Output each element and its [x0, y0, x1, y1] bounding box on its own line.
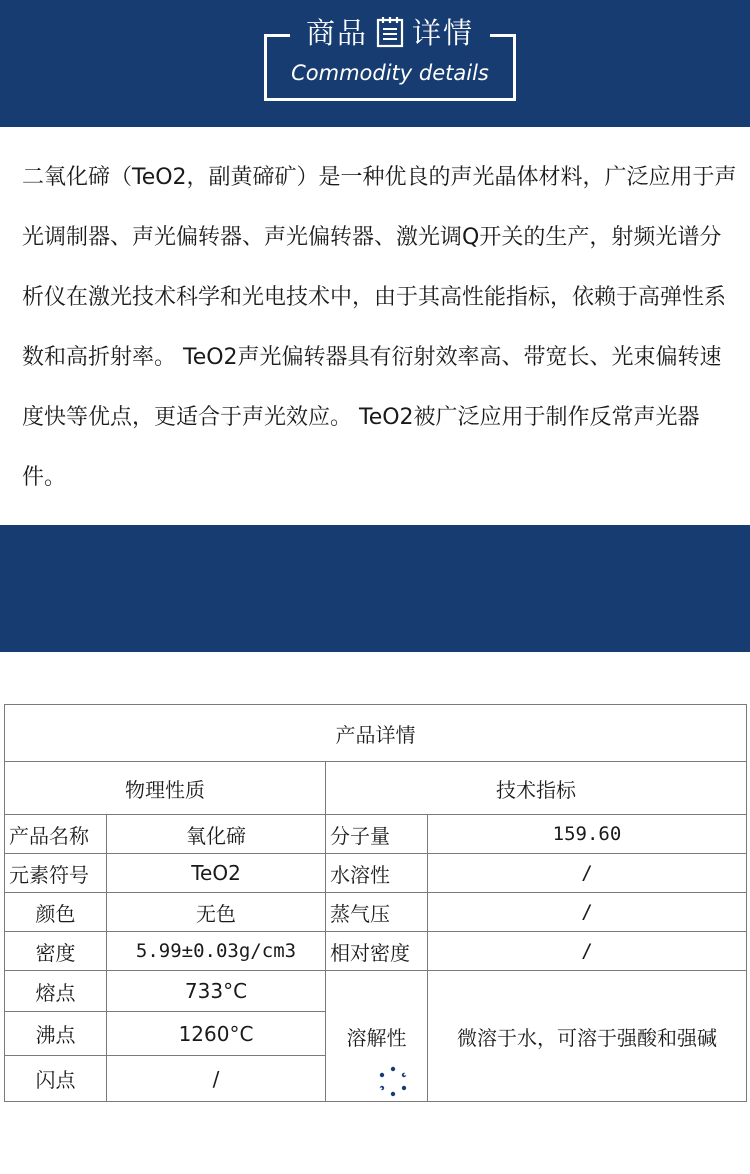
- commodity-details-subtitle: Commodity details: [291, 61, 489, 85]
- property-value: 氧化碲: [107, 815, 326, 854]
- solubility-value: 微溶于水，可溶于强酸和强碱: [428, 971, 747, 1102]
- commodity-details-banner: [0, 0, 750, 127]
- chemical-composition-subtitle: Chemical composition: [276, 1111, 510, 1135]
- property-value: /: [107, 1056, 326, 1102]
- indicator-value: /: [428, 893, 747, 932]
- table-header-row: [5, 762, 747, 815]
- property-value: 无色: [107, 893, 326, 932]
- property-label: 闪点: [5, 1056, 107, 1102]
- table-title-row: [5, 705, 747, 762]
- product-spec-table: [4, 704, 747, 1102]
- title-right-text: 详情: [412, 16, 475, 50]
- solubility-label: 溶解性: [326, 971, 428, 1102]
- table-row: [5, 971, 747, 1012]
- property-label: 熔点: [5, 971, 107, 1012]
- table-row: [5, 854, 747, 893]
- title-left-text: 商品: [305, 16, 368, 50]
- property-label: 元素符号: [5, 854, 107, 893]
- product-description: 二氧化碲（TeO2，副黄碲矿）是一种优良的声光晶体材料，广泛应用于声光调制器、声光偏转器、声光偏转器、激光调Q开关的生产，射频光谱分析仪在激光技术科学和光电技术中，由于其高性能指标，依赖于高弹性系数和高折射率。 TeO2声光偏转器具有衍射效率高、带宽长、光束偏转速度快等优点，更适合于声光效应。 TeO2被广泛应用于制作反常声光器件。: [22, 165, 737, 490]
- indicator-value: /: [428, 854, 747, 893]
- property-value: 1260°C: [107, 1012, 326, 1056]
- title-right-text: 成分: [421, 1066, 484, 1100]
- property-value: 733°C: [107, 971, 326, 1012]
- indicator-label: 蒸气压: [326, 893, 428, 932]
- table-row: [5, 893, 747, 932]
- property-value: TeO2: [107, 854, 326, 893]
- commodity-details-frame: [264, 16, 516, 101]
- notepad-icon: [376, 16, 404, 48]
- title-left-text: 化学: [302, 1066, 365, 1100]
- table-row: [5, 815, 747, 854]
- table-title: 产品详情: [5, 705, 747, 762]
- property-label: 沸点: [5, 1012, 107, 1056]
- property-label: 颜色: [5, 893, 107, 932]
- indicator-label: 分子量: [326, 815, 428, 854]
- physical-properties-header: 物理性质: [5, 762, 326, 815]
- indicator-value: /: [428, 932, 747, 971]
- property-label: 产品名称: [5, 815, 107, 854]
- technical-indicators-header: 技术指标: [326, 762, 747, 815]
- property-value: 5.99±0.03g/cm3: [107, 932, 326, 971]
- commodity-details-title: [267, 11, 513, 52]
- indicator-label: 水溶性: [326, 854, 428, 893]
- table-row: [5, 932, 747, 971]
- indicator-label: 相对密度: [326, 932, 428, 971]
- indicator-value: 159.60: [428, 815, 747, 854]
- property-label: 密度: [5, 932, 107, 971]
